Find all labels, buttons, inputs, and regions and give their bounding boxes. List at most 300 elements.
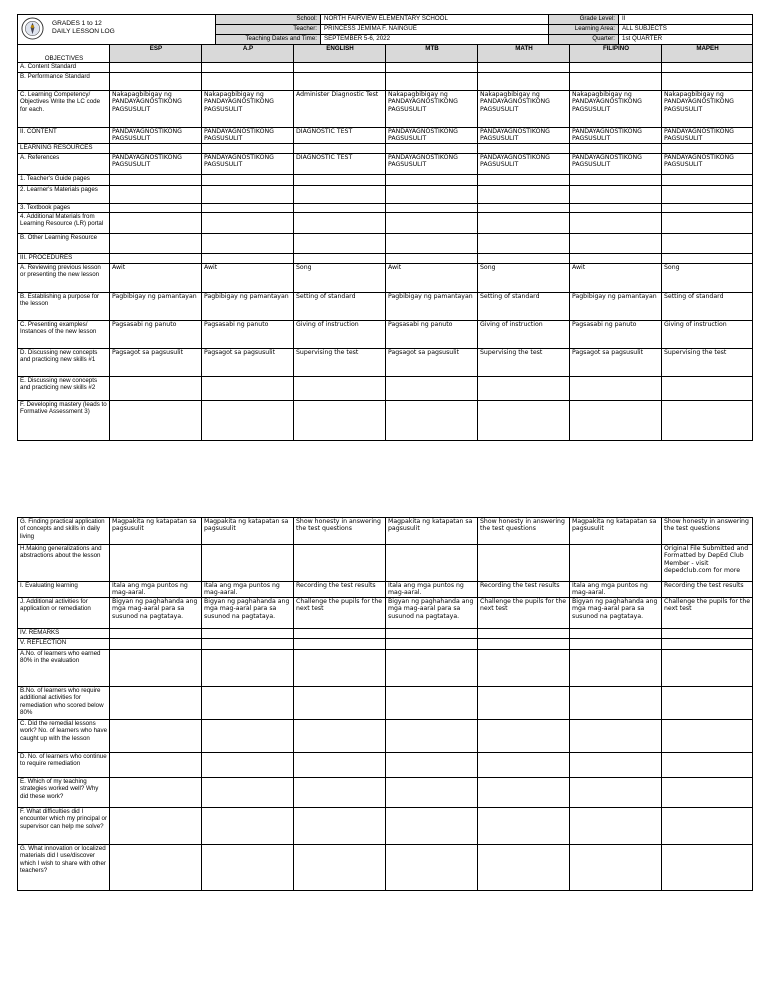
cell-a-p: [202, 845, 294, 891]
cell-filipino: Awit: [570, 263, 662, 292]
cell-math: PANDAYAGNOSTIKONG PAGSUSULIT: [478, 128, 570, 144]
cell-mapeh: Nakapagbibigay ng PANDAYAGNOSTIKONG PAGSUSULIT: [662, 91, 753, 128]
cell-filipino: [570, 545, 662, 582]
cell-mapeh: [662, 143, 753, 153]
cell-mtb: [386, 720, 478, 753]
row-label-e-discussing-new-concepts-and-practicing: E. Discussing new concepts and practicing new skills #2: [18, 376, 110, 400]
row-label-j-additional-activities-for-application-: J. Additional activities for application or remediation: [18, 598, 110, 629]
cell-a-p: PANDAYAGNOSTIKONG PAGSUSULIT: [202, 128, 294, 144]
cell-mtb: Pagsasabi ng panuto: [386, 320, 478, 348]
cell-math: [478, 753, 570, 778]
cell-mtb: [386, 203, 478, 212]
cell-math: [478, 400, 570, 440]
cell-mtb: [386, 753, 478, 778]
cell-filipino: Itala ang mga puntos ng mag-aaral.: [570, 582, 662, 598]
cell-mapeh: [662, 212, 753, 233]
cell-a-p: [202, 720, 294, 753]
cell-mtb: Pagbibigay ng pamantayan: [386, 292, 478, 320]
cell-english: [294, 845, 386, 891]
cell-a-p: [202, 650, 294, 687]
cell-mapeh: [662, 720, 753, 753]
cell-mapeh: [662, 233, 753, 253]
cell-filipino: PANDAYAGNOSTIKONG PAGSUSULIT: [570, 128, 662, 144]
cell-esp: Magpakita ng katapatan sa pagsusulit: [110, 518, 202, 545]
quarter-value: 1st QUARTER: [619, 35, 753, 45]
cell-esp: [110, 185, 202, 203]
cell-esp: Awit: [110, 263, 202, 292]
cell-math: Song: [478, 263, 570, 292]
cell-esp: [110, 778, 202, 808]
cell-mtb: Pagsagot sa pagsusulit: [386, 348, 478, 376]
cell-english: [294, 753, 386, 778]
cell-mapeh: [662, 687, 753, 720]
cell-math: [478, 629, 570, 639]
cell-english: [294, 639, 386, 650]
cell-filipino: [570, 73, 662, 91]
cell-esp: [110, 63, 202, 73]
cell-english: Administer Diagnostic Test: [294, 91, 386, 128]
cell-esp: Bigyan ng paghahanda ang mga mag-aaral para sa susunod na pagtataya.: [110, 598, 202, 629]
cell-english: Supervising the test: [294, 348, 386, 376]
row-label-a-no-of-learners-who-earned-80-in-the-ev: A.No. of learners who earned 80% in the evaluation: [18, 650, 110, 687]
cell-filipino: [570, 687, 662, 720]
table-row: [18, 687, 753, 720]
cell-english: [294, 400, 386, 440]
table-row: [18, 545, 753, 582]
row-label-f-what-difficulties-did-i-encounter-whic: F. What difficulties did I encounter which my principal or supervisor can help me solve?: [18, 808, 110, 845]
teaching-dates-label: Teaching Dates and Time:: [216, 35, 321, 45]
table-row: [18, 778, 753, 808]
cell-esp: [110, 376, 202, 400]
row-label-g-what-innovation-or-localized-materials: G. What innovation or localized materials did I use/discover which I wish to share with other teachers?: [18, 845, 110, 891]
cell-mapeh: [662, 629, 753, 639]
cell-filipino: Pagbibigay ng pamantayan: [570, 292, 662, 320]
cell-a-p: Itala ang mga puntos ng mag-aaral.: [202, 582, 294, 598]
table-row: [18, 203, 753, 212]
cell-mapeh: Song: [662, 263, 753, 292]
cell-mtb: PANDAYAGNOSTIKONG PAGSUSULIT: [386, 153, 478, 174]
column-header-a-p: A.P: [202, 45, 294, 63]
cell-mtb: [386, 400, 478, 440]
cell-a-p: [202, 778, 294, 808]
cell-a-p: [202, 639, 294, 650]
deped-seal-icon: [21, 17, 44, 40]
row-label-ii-content: II. CONTENT: [18, 128, 110, 144]
cell-a-p: [202, 808, 294, 845]
cell-math: [478, 253, 570, 263]
cell-esp: PANDAYAGNOSTIKONG PAGSUSULIT: [110, 128, 202, 144]
cell-esp: [110, 143, 202, 153]
lesson-log-header: [17, 14, 752, 45]
row-label-g-finding-practical-application-of-conce: G. Finding practical application of concepts and skills in daily living: [18, 518, 110, 545]
table-row: [18, 263, 753, 292]
cell-english: [294, 212, 386, 233]
cell-english: Show honesty in answering the test questions: [294, 518, 386, 545]
teaching-dates-value: SEPTEMBER 5-6, 2022: [321, 35, 549, 45]
row-label-b-no-of-learners-who-require-additional-: B.No. of learners who require additional activities for remediation who scored below 80%: [18, 687, 110, 720]
row-label-c-learning-competency-objectives-write-t: C. Learning Competency/ Objectives Write the LC code for each.: [18, 91, 110, 128]
row-label-f-developing-mastery-leads-to-formative-: F. Developing mastery (leads to Formative Assessment 3): [18, 400, 110, 440]
cell-mapeh: [662, 639, 753, 650]
cell-a-p: Pagbibigay ng pamantayan: [202, 292, 294, 320]
cell-mtb: [386, 639, 478, 650]
cell-a-p: [202, 185, 294, 203]
cell-english: [294, 376, 386, 400]
cell-esp: [110, 174, 202, 185]
cell-english: [294, 185, 386, 203]
cell-a-p: [202, 143, 294, 153]
cell-a-p: Pagsasabi ng panuto: [202, 320, 294, 348]
cell-math: [478, 203, 570, 212]
lesson-log-section-1: [17, 44, 752, 441]
cell-mapeh: Challenge the pupils for the next test: [662, 598, 753, 629]
lesson-log-section-2: [17, 517, 752, 891]
row-label-a-references: A. References: [18, 153, 110, 174]
cell-filipino: Nakapagbibigay ng PANDAYAGNOSTIKONG PAGSUSULIT: [570, 91, 662, 128]
cell-english: [294, 233, 386, 253]
cell-english: [294, 687, 386, 720]
table-row: [18, 598, 753, 629]
row-label-v-reflection: V. REFLECTION: [18, 639, 110, 650]
cell-math: Giving of instruction: [478, 320, 570, 348]
row-label-iv-remarks: IV. REMARKS: [18, 629, 110, 639]
cell-filipino: [570, 185, 662, 203]
cell-mapeh: Original File Submitted and Formatted by DepEd Club Member - visit depedclub.com for more: [662, 545, 753, 582]
cell-esp: PANDAYAGNOSTIKONG PAGSUSULIT: [110, 153, 202, 174]
cell-a-p: [202, 629, 294, 639]
table-row: [18, 753, 753, 778]
cell-a-p: [202, 545, 294, 582]
row-label-iii-procedures: III. PROCEDURES: [18, 253, 110, 263]
cell-a-p: Nakapagbibigay ng PANDAYAGNOSTIKONG PAGSUSULIT: [202, 91, 294, 128]
row-label-learning-resources: LEARNING RESOURCES: [18, 143, 110, 153]
cell-filipino: [570, 212, 662, 233]
cell-esp: [110, 808, 202, 845]
table-row: [18, 808, 753, 845]
column-header-english: ENGLISH: [294, 45, 386, 63]
table-row: [18, 639, 753, 650]
cell-math: [478, 720, 570, 753]
table-row: [18, 629, 753, 639]
table-row: [18, 348, 753, 376]
cell-filipino: [570, 376, 662, 400]
table-row: [18, 91, 753, 128]
cell-filipino: [570, 203, 662, 212]
cell-mapeh: Supervising the test: [662, 348, 753, 376]
cell-a-p: PANDAYAGNOSTIKONG PAGSUSULIT: [202, 153, 294, 174]
cell-esp: [110, 629, 202, 639]
cell-math: [478, 73, 570, 91]
cell-mtb: [386, 174, 478, 185]
cell-filipino: [570, 174, 662, 185]
cell-a-p: Pagsagot sa pagsusulit: [202, 348, 294, 376]
teacher-value: PRINCESS JEMIMA F. NAINGUE: [321, 25, 549, 35]
objectives-header: OBJECTIVES: [18, 45, 110, 63]
cell-english: [294, 73, 386, 91]
cell-mtb: PANDAYAGNOSTIKONG PAGSUSULIT: [386, 128, 478, 144]
cell-esp: [110, 639, 202, 650]
cell-mapeh: Giving of instruction: [662, 320, 753, 348]
table-row: [18, 233, 753, 253]
cell-filipino: Bigyan ng paghahanda ang mga mag-aaral para sa susunod na pagtataya.: [570, 598, 662, 629]
cell-mtb: [386, 63, 478, 73]
cell-english: [294, 174, 386, 185]
cell-esp: [110, 545, 202, 582]
cell-a-p: [202, 400, 294, 440]
cell-mtb: [386, 545, 478, 582]
cell-filipino: Pagsagot sa pagsusulit: [570, 348, 662, 376]
school-value: NORTH FAIRVIEW ELEMENTARY SCHOOL: [321, 15, 549, 25]
cell-english: [294, 203, 386, 212]
cell-english: Setting of standard: [294, 292, 386, 320]
cell-mapeh: [662, 845, 753, 891]
row-label-2-learner-s-materials-pages: 2. Learner's Materials pages: [18, 185, 110, 203]
cell-filipino: [570, 720, 662, 753]
cell-mapeh: PANDAYAGNOSTIKONG PAGSUSULIT: [662, 128, 753, 144]
cell-english: [294, 650, 386, 687]
table-row: [18, 376, 753, 400]
cell-esp: [110, 253, 202, 263]
cell-esp: Nakapagbibigay ng PANDAYAGNOSTIKONG PAGSUSULIT: [110, 91, 202, 128]
table-row: [18, 253, 753, 263]
table-row: [18, 320, 753, 348]
cell-mtb: [386, 629, 478, 639]
cell-esp: [110, 212, 202, 233]
cell-esp: [110, 687, 202, 720]
cell-math: [478, 545, 570, 582]
row-label-e-which-of-my-teaching-strategies-worked: E. Which of my teaching strategies worked well? Why did these work?: [18, 778, 110, 808]
learning-area-value: ALL SUBJECTS: [619, 25, 753, 35]
table-row: [18, 73, 753, 91]
row-label-d-discussing-new-concepts-and-practicing: D. Discussing new concepts and practicing new skills #1: [18, 348, 110, 376]
cell-filipino: PANDAYAGNOSTIKONG PAGSUSULIT: [570, 153, 662, 174]
cell-mtb: [386, 845, 478, 891]
table-row: [18, 185, 753, 203]
cell-english: Song: [294, 263, 386, 292]
grade-level-label: Grade Level:: [549, 15, 619, 25]
cell-a-p: [202, 376, 294, 400]
table-row: [18, 650, 753, 687]
lesson-log-table-1: [17, 44, 753, 441]
cell-mtb: [386, 185, 478, 203]
cell-math: [478, 778, 570, 808]
quarter-label: Quarter:: [549, 35, 619, 45]
table-row: [18, 518, 753, 545]
cell-math: PANDAYAGNOSTIKONG PAGSUSULIT: [478, 153, 570, 174]
row-label-i-evaluating-learning: I. Evaluating learning: [18, 582, 110, 598]
title-line-2: DAILY LESSON LOG: [52, 28, 115, 35]
cell-math: [478, 845, 570, 891]
row-label-a-content-standard: A. Content Standard: [18, 63, 110, 73]
cell-mtb: Awit: [386, 263, 478, 292]
cell-esp: [110, 845, 202, 891]
cell-filipino: [570, 808, 662, 845]
cell-mtb: Magpakita ng katapatan sa pagsusulit: [386, 518, 478, 545]
cell-filipino: [570, 639, 662, 650]
row-label-d-no-of-learners-who-continue-to-require: D. No. of learners who continue to require remediation: [18, 753, 110, 778]
cell-math: Setting of standard: [478, 292, 570, 320]
cell-a-p: Magpakita ng katapatan sa pagsusulit: [202, 518, 294, 545]
cell-english: [294, 143, 386, 153]
cell-filipino: [570, 63, 662, 73]
cell-mapeh: [662, 808, 753, 845]
cell-esp: [110, 203, 202, 212]
cell-a-p: [202, 233, 294, 253]
cell-math: [478, 63, 570, 73]
cell-math: Show honesty in answering the test questions: [478, 518, 570, 545]
cell-mtb: [386, 73, 478, 91]
table-row: [18, 153, 753, 174]
cell-mapeh: [662, 63, 753, 73]
column-header-math: MATH: [478, 45, 570, 63]
cell-filipino: [570, 253, 662, 263]
row-label-c-presenting-examples-instances-of-the-n: C. Presenting examples/ Instances of the new lesson: [18, 320, 110, 348]
row-label-b-other-learning-resource: B. Other Learning Resource: [18, 233, 110, 253]
cell-mapeh: [662, 400, 753, 440]
cell-mapeh: [662, 73, 753, 91]
cell-math: [478, 174, 570, 185]
table-row: [18, 292, 753, 320]
table-row: [18, 63, 753, 73]
cell-filipino: Magpakita ng katapatan sa pagsusulit: [570, 518, 662, 545]
cell-mapeh: [662, 778, 753, 808]
cell-english: Giving of instruction: [294, 320, 386, 348]
cell-mtb: [386, 233, 478, 253]
cell-a-p: [202, 753, 294, 778]
cell-english: DIAGNOSTIC TEST: [294, 153, 386, 174]
column-header-mapeh: MAPEH: [662, 45, 753, 63]
cell-a-p: [202, 212, 294, 233]
cell-mtb: Bigyan ng paghahanda ang mga mag-aaral para sa susunod na pagtataya.: [386, 598, 478, 629]
cell-a-p: Awit: [202, 263, 294, 292]
cell-esp: [110, 753, 202, 778]
cell-english: [294, 545, 386, 582]
cell-esp: [110, 400, 202, 440]
cell-math: [478, 212, 570, 233]
cell-esp: [110, 650, 202, 687]
cell-mapeh: [662, 185, 753, 203]
cell-mtb: [386, 253, 478, 263]
cell-mtb: [386, 778, 478, 808]
header-table: [17, 14, 753, 45]
cell-math: Challenge the pupils for the next test: [478, 598, 570, 629]
table-row: [18, 174, 753, 185]
title-line-1: GRADES 1 to 12: [52, 20, 102, 27]
cell-mtb: [386, 687, 478, 720]
row-label-h-making-generalizations-and-abstraction: H.Making generalizations and abstractions about the lesson: [18, 545, 110, 582]
cell-filipino: [570, 143, 662, 153]
cell-esp: Pagsagot sa pagsusulit: [110, 348, 202, 376]
lesson-log-table-2: [17, 517, 753, 891]
cell-mapeh: [662, 650, 753, 687]
cell-english: Challenge the pupils for the next test: [294, 598, 386, 629]
cell-a-p: [202, 174, 294, 185]
cell-math: [478, 639, 570, 650]
cell-mtb: [386, 143, 478, 153]
cell-filipino: [570, 233, 662, 253]
cell-math: [478, 233, 570, 253]
cell-mtb: [386, 212, 478, 233]
school-label: School:: [216, 15, 321, 25]
cell-english: [294, 720, 386, 753]
row-label-4-additional-materials-from-learning-res: 4. Additional Materials from Learning Resource (LR) portal: [18, 212, 110, 233]
grade-level-value: II: [619, 15, 753, 25]
cell-a-p: [202, 63, 294, 73]
column-header-row: [18, 45, 753, 63]
cell-mapeh: Recording the test results: [662, 582, 753, 598]
cell-mapeh: Setting of standard: [662, 292, 753, 320]
cell-mapeh: [662, 203, 753, 212]
row-label-3-textbook-pages: 3. Textbook pages: [18, 203, 110, 212]
cell-math: [478, 143, 570, 153]
cell-math: [478, 650, 570, 687]
cell-esp: Itala ang mga puntos ng mag-aaral.: [110, 582, 202, 598]
cell-mtb: [386, 808, 478, 845]
cell-filipino: [570, 778, 662, 808]
cell-filipino: [570, 400, 662, 440]
cell-esp: [110, 233, 202, 253]
cell-filipino: [570, 629, 662, 639]
table-row: [18, 143, 753, 153]
cell-a-p: [202, 203, 294, 212]
table-row: [18, 400, 753, 440]
cell-filipino: [570, 753, 662, 778]
cell-a-p: [202, 253, 294, 263]
cell-math: [478, 185, 570, 203]
cell-mapeh: [662, 174, 753, 185]
cell-mtb: [386, 650, 478, 687]
teacher-label: Teacher:: [216, 25, 321, 35]
cell-a-p: [202, 687, 294, 720]
cell-math: [478, 808, 570, 845]
row-label-b-performance-standard: B. Performance Standard: [18, 73, 110, 91]
column-header-filipino: FILIPINO: [570, 45, 662, 63]
cell-filipino: Pagsasabi ng panuto: [570, 320, 662, 348]
cell-esp: Pagsasabi ng panuto: [110, 320, 202, 348]
cell-filipino: [570, 845, 662, 891]
cell-a-p: [202, 73, 294, 91]
table-row: [18, 845, 753, 891]
cell-mapeh: Show honesty in answering the test questions: [662, 518, 753, 545]
cell-mapeh: PANDAYAGNOSTIKONG PAGSUSULIT: [662, 153, 753, 174]
cell-english: [294, 63, 386, 73]
row-label-a-reviewing-previous-lesson-or-presentin: A. Reviewing previous lesson or presenting the new lesson: [18, 263, 110, 292]
cell-mapeh: [662, 253, 753, 263]
cell-math: [478, 687, 570, 720]
cell-english: [294, 778, 386, 808]
cell-math: Supervising the test: [478, 348, 570, 376]
column-header-mtb: MTB: [386, 45, 478, 63]
learning-area-label: Learning Area:: [549, 25, 619, 35]
cell-math: Nakapagbibigay ng PANDAYAGNOSTIKONG PAGSUSULIT: [478, 91, 570, 128]
table-row: [18, 582, 753, 598]
table-row: [18, 720, 753, 753]
cell-english: DIAGNOSTIC TEST: [294, 128, 386, 144]
cell-math: [478, 376, 570, 400]
row-label-c-did-the-remedial-lessons-work-no-of-le: C. Did the remedial lessons work? No. of learners who have caught up with the lesson: [18, 720, 110, 753]
header-title-cell: [18, 15, 216, 45]
cell-mtb: Itala ang mga puntos ng mag-aaral.: [386, 582, 478, 598]
cell-esp: [110, 73, 202, 91]
cell-english: [294, 629, 386, 639]
column-header-esp: ESP: [110, 45, 202, 63]
cell-english: [294, 253, 386, 263]
cell-english: [294, 808, 386, 845]
cell-mtb: Nakapagbibigay ng PANDAYAGNOSTIKONG PAGSUSULIT: [386, 91, 478, 128]
cell-english: Recording the test results: [294, 582, 386, 598]
cell-esp: Pagbibigay ng pamantayan: [110, 292, 202, 320]
cell-math: Recording the test results: [478, 582, 570, 598]
